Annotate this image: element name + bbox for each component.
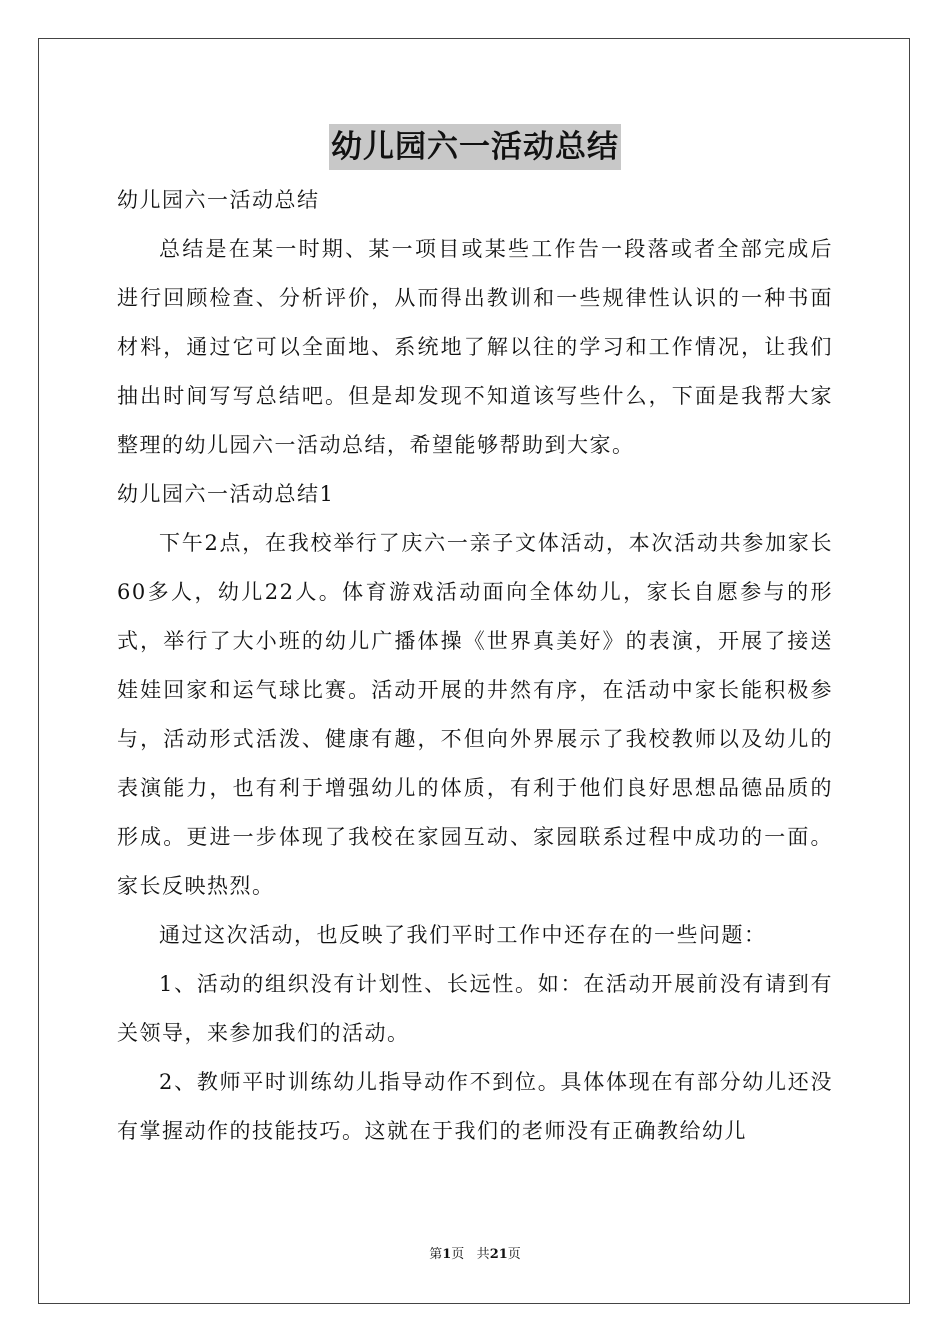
paragraph-problem-2: 2、教师平时训练幼儿指导动作不到位。具体体现在有部分幼儿还没有掌握动作的技能技巧。这就在于我们的老师没有正确教给幼儿 — [117, 1070, 833, 1143]
page-suffix: 页 — [451, 1247, 465, 1262]
paragraph-subtitle: 幼儿园六一活动总结 — [117, 188, 320, 212]
paragraph-intro: 总结是在某一时期、某一项目或某些工作告一段落或者全部完成后进行回顾检查、分析评价，从而得出教训和一些规律性认识的一种书面材料，通过它可以全面地、系统地了解以往的学习和工作情况，让我们抽出时间写写总结吧。但是却发现不知道该写些什么，下面是我帮大家整理的幼儿园六一活动总结，希望能够帮助到大家。 — [117, 237, 833, 457]
paragraph-activity: 下午2点，在我校举行了庆六一亲子文体活动，本次活动共参加家长60多人，幼儿22人。体育游戏活动面向全体幼儿，家长自愿参与的形式，举行了大小班的幼儿广播体操《世界真美好》的表演，开展了接送娃娃回家和运气球比赛。活动开展的井然有序，在活动中家长能积极参与，活动形式活泼、健康有趣，不但向外界展示了我校教师以及幼儿的表演能力，也有利于增强幼儿的体质，有利于他们良好思想品德品质的形成。更进一步体现了我校在家园互动、家园联系过程中成功的一面。家长反映热烈。 — [117, 531, 833, 898]
total-prefix: 共 — [476, 1247, 490, 1262]
page-footer — [0, 1246, 950, 1264]
paragraph-problem-1: 1、活动的组织没有计划性、长远性。如：在活动开展前没有请到有关领导，来参加我们的活动。 — [117, 972, 833, 1045]
title-container — [0, 124, 950, 170]
page-number: 1 — [442, 1247, 452, 1262]
paragraph-section-heading: 幼儿园六一活动总结1 — [117, 482, 335, 506]
page-prefix: 第 — [429, 1247, 443, 1262]
document-title: 幼儿园六一活动总结 — [329, 124, 621, 170]
total-pages: 21 — [489, 1247, 508, 1262]
paragraph-problems-intro: 通过这次活动，也反映了我们平时工作中还存在的一些问题： — [159, 923, 767, 947]
total-suffix: 页 — [507, 1247, 521, 1262]
document-body — [117, 176, 833, 1156]
